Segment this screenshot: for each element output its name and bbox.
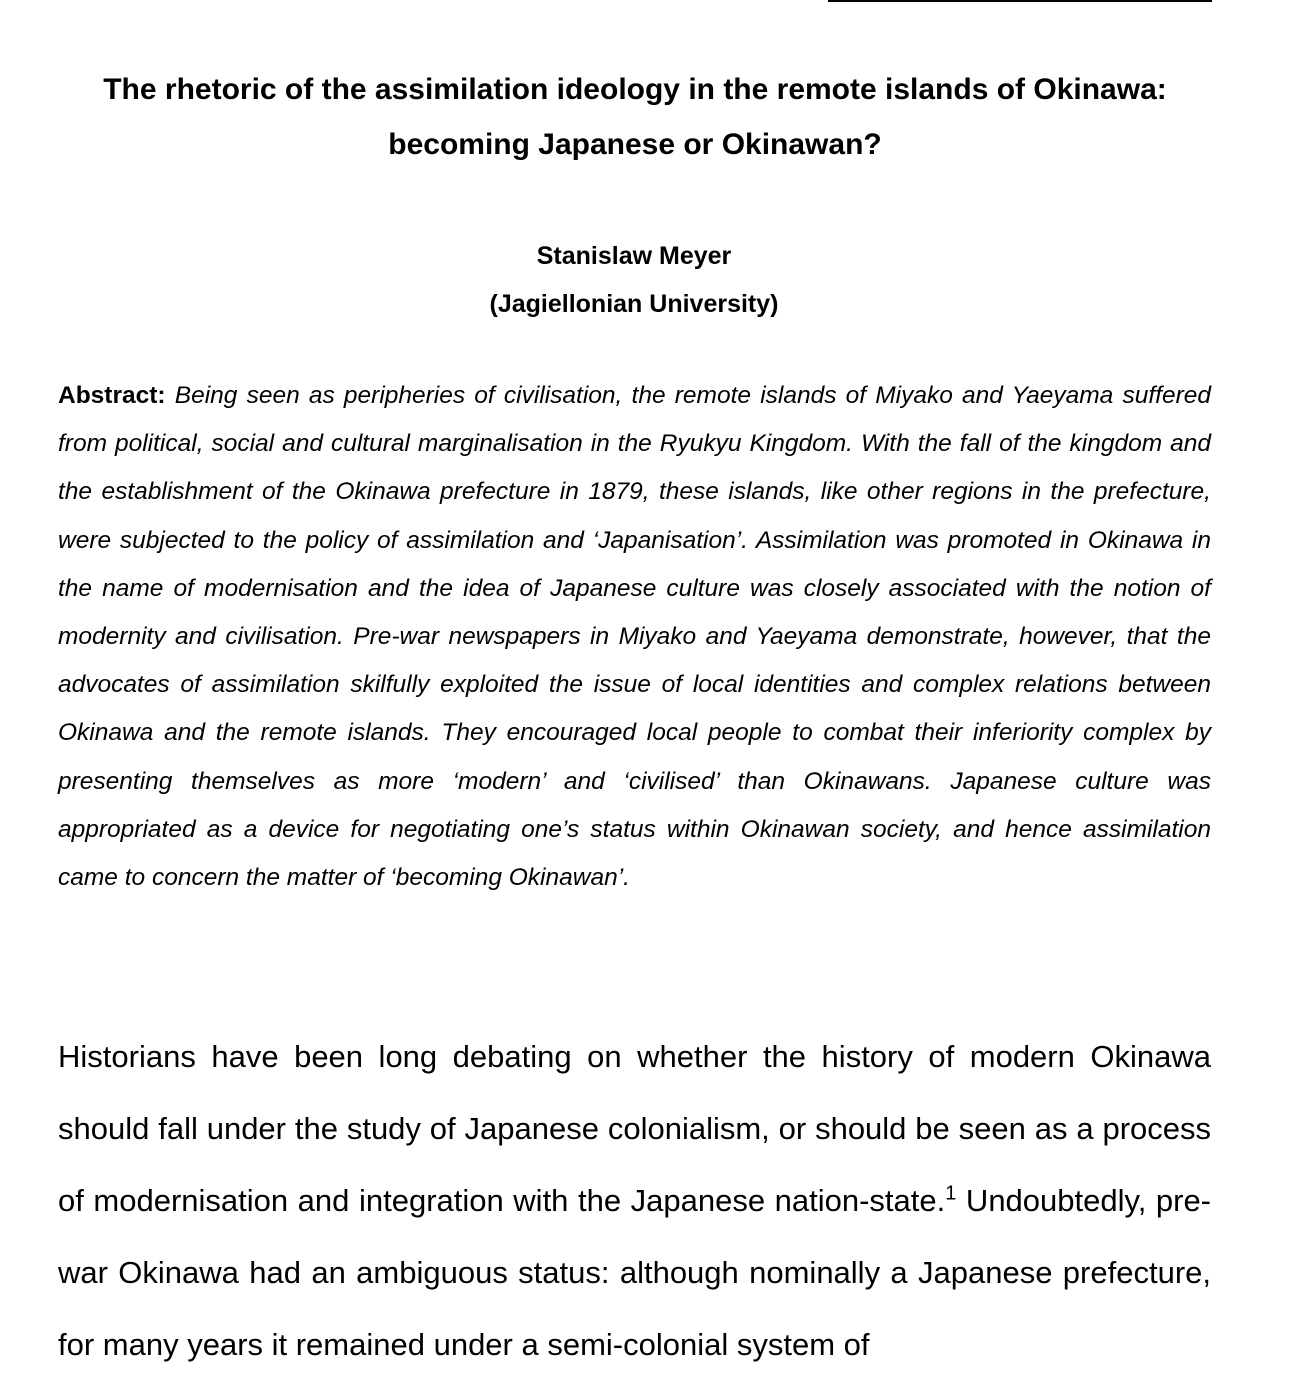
author-block — [0, 232, 1268, 328]
author-name: Stanislaw Meyer — [536, 242, 732, 270]
abstract-label: Abstract: — [58, 382, 166, 409]
paper-title-line-1: The rhetoric of the assimilation ideology in the remote islands of Okinawa: — [103, 73, 1167, 106]
paper-title — [40, 62, 1230, 172]
author-affiliation: (Jagiellonian University) — [489, 290, 779, 318]
abstract — [58, 372, 1211, 902]
paper-title-line-2: becoming Japanese or Okinawan? — [388, 128, 882, 161]
body-paragraph-text-1: Historians have been long debating on whether the history of modern Okinawa should fall under the study of Japanese colonialism, or should be seen as a process of modernisation and integration with the Japanese nation-state. — [58, 1039, 1211, 1218]
header-rule — [828, 0, 1212, 2]
body-paragraph-text-2: Undoubtedly, pre-war Okinawa had an ambiguous status: although nominally a Japanese prefecture, for many years it remained under a semi-colonial system of — [58, 1183, 1212, 1362]
abstract-text: Being seen as peripheries of civilisation, the remote islands of Miyako and Yaeyama suffered from political, social and cultural marginalisation in the Ryukyu Kingdom. With the fall of the kingdom and the establishment of the Okinawa prefecture in 1879, these islands, like other regions in the prefecture, were subjected to the policy of assimilation and ‘Japanisation’. Assimilation was promoted in Okinawa in the name of modernisation and the idea of Japanese culture was closely associated with the notion of modernity and civilisation. Pre-war newspapers in Miyako and Yaeyama demonstrate, however, that the advocates of assimilation skilfully exploited the issue of local identities and complex relations between Okinawa and the remote islands. They encouraged local people to combat their inferiority complex by presenting themselves as more ‘modern’ and ‘civilised’ than Okinawans. Japanese culture was appropriated as a device for negotiating one’s status within Okinawan society, and hence assimilation came to concern the matter of ‘becoming Okinawan’. — [58, 382, 1211, 892]
footnote-reference[interactable]: 1 — [945, 1182, 957, 1205]
body-paragraph — [58, 1021, 1211, 1381]
